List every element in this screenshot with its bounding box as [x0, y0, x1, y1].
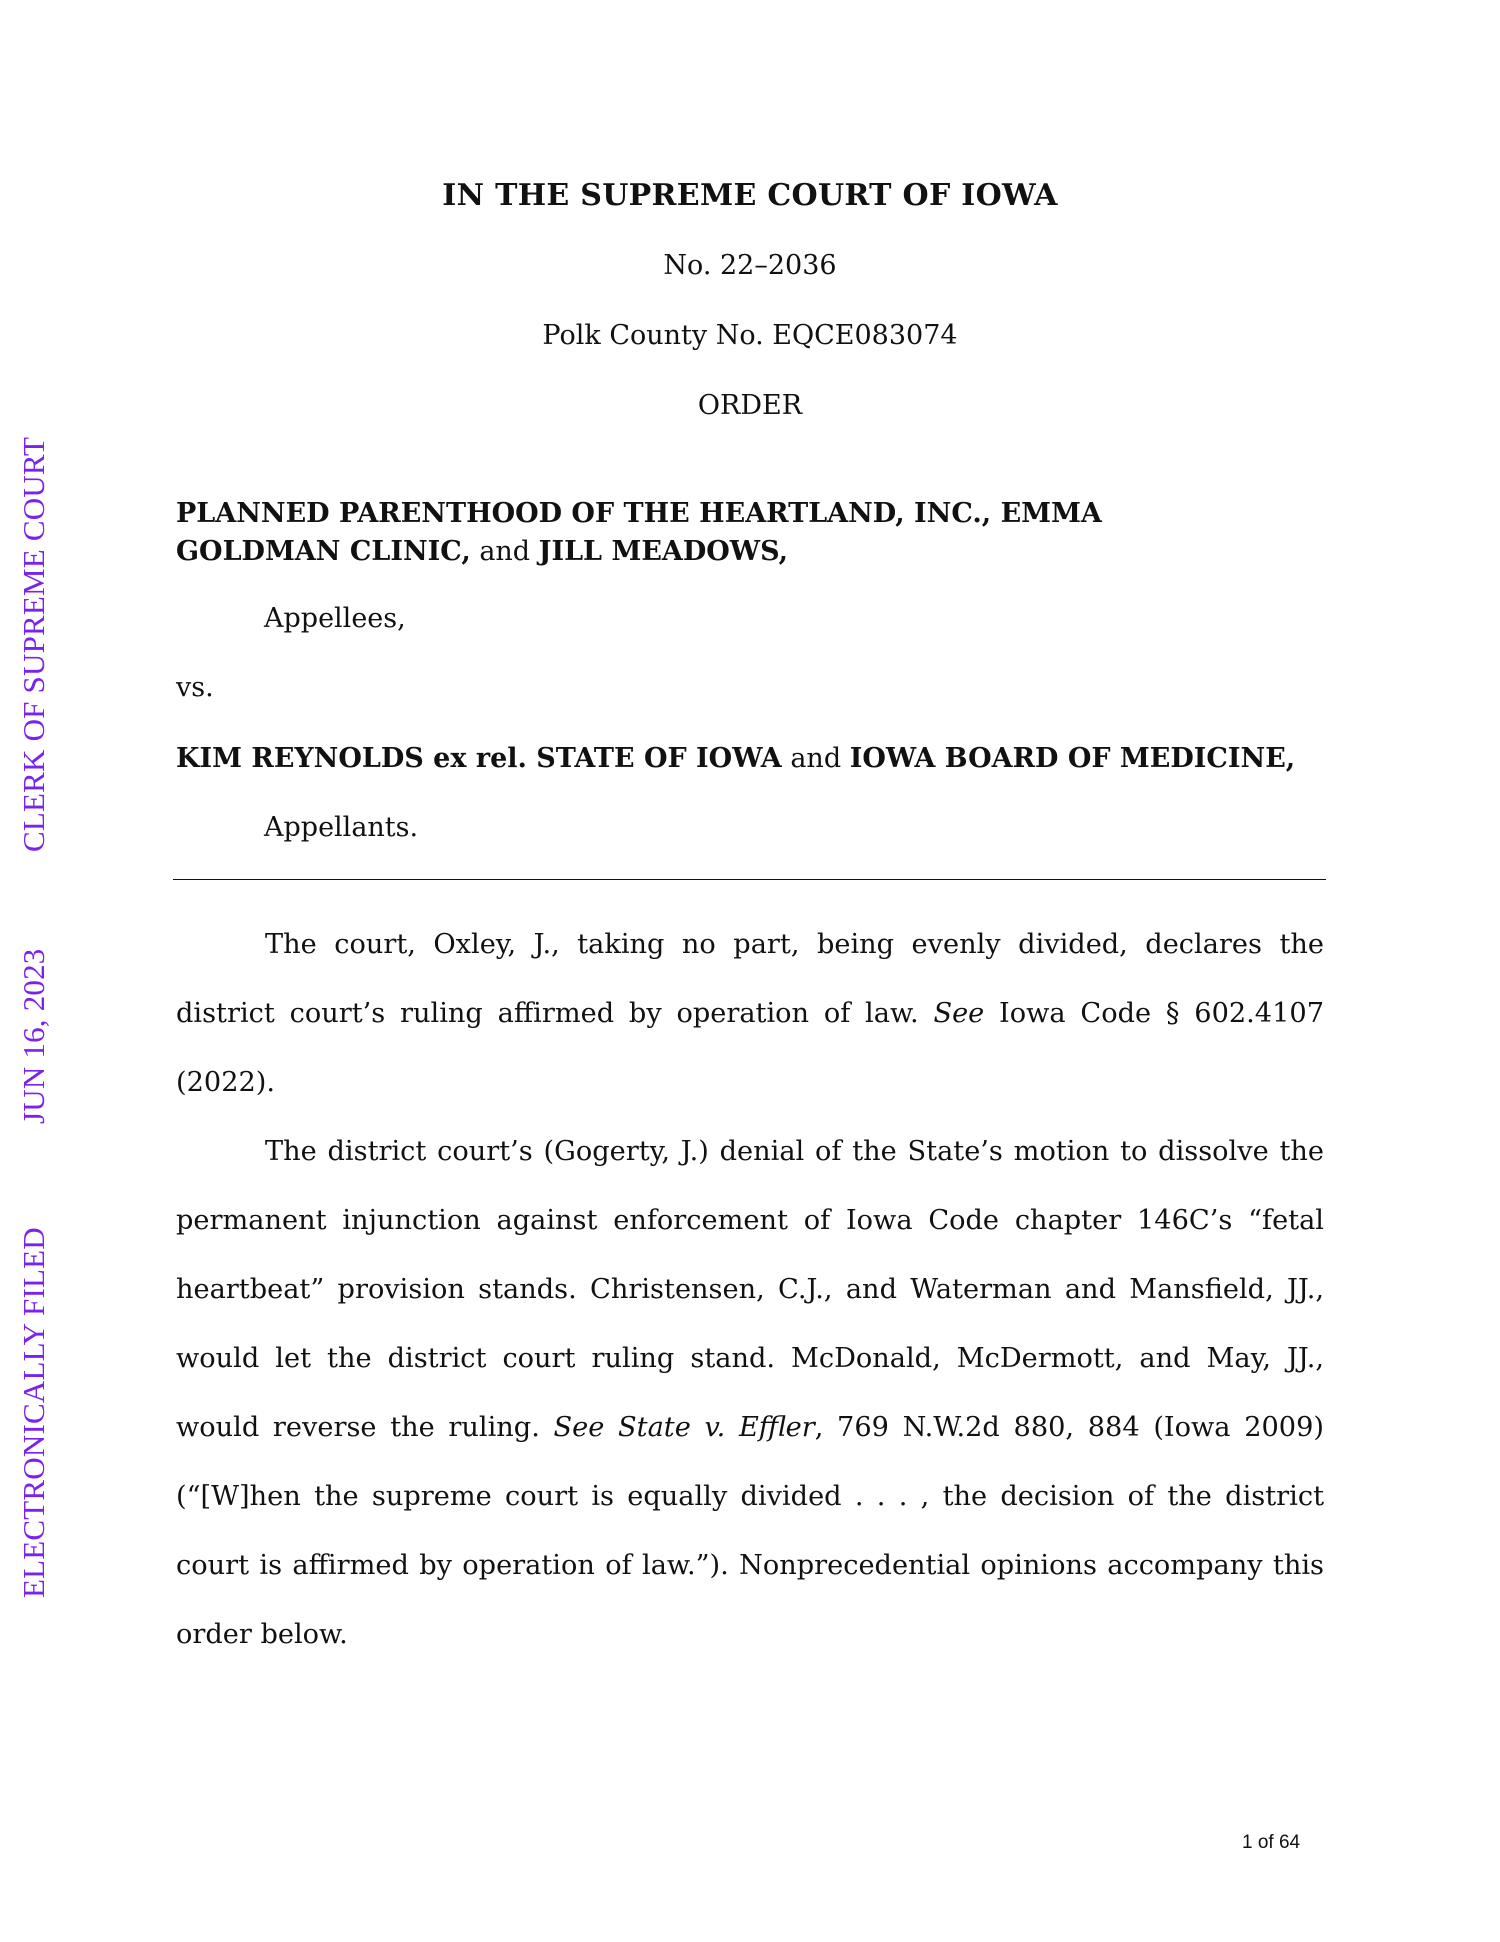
case-citation: See State v. Effler [553, 1412, 815, 1443]
caption-divider [173, 879, 1326, 880]
county-docket-number: Polk County No. EQCE083074 [542, 320, 958, 351]
appellee-party-3: JILL MEADOWS, [538, 536, 789, 567]
docket-number: No. 22–2036 [663, 250, 837, 281]
paragraph-text: Iowa Code § 602.4107 (2022). [176, 998, 1333, 1098]
filing-stamp [0, 0, 70, 1942]
appellants-label: Appellants. [264, 812, 419, 843]
appellant-party-2: IOWA BOARD OF MEDICINE, [849, 743, 1296, 774]
versus-label: vs. [176, 672, 214, 703]
court-title: IN THE SUPREME COURT OF IOWA [442, 178, 1058, 213]
conjunction: and [470, 536, 539, 567]
page-indicator: 1 of 64 [1242, 1832, 1301, 1853]
document-type: ORDER [697, 390, 803, 421]
appellees-label: Appellees, [264, 603, 406, 634]
appellant-parties [176, 743, 1326, 774]
order-body [176, 910, 1333, 1669]
stamp-electronically-filed: ELECTRONICALLY FILED [16, 1227, 51, 1598]
paragraph-2 [176, 1117, 1333, 1669]
signal-see: See [933, 998, 985, 1029]
conjunction: and [781, 743, 850, 774]
stamp-filing-date: JUN 16, 2023 [16, 948, 51, 1124]
paragraph-text: The court, Oxley, J., taking no part, being evenly divided, declares the district court’s ruling affirmed by operation of law. [176, 929, 1333, 1029]
appellant-party-1: KIM REYNOLDS ex rel. STATE OF IOWA [176, 743, 782, 774]
paragraph-1 [176, 910, 1333, 1117]
appellee-parties [176, 495, 1326, 571]
appellee-party-1: PLANNED PARENTHOOD OF THE HEARTLAND, INC., EMMA [176, 498, 1102, 529]
stamp-clerk: CLERK OF SUPREME COURT [16, 436, 51, 852]
appellee-party-2: GOLDMAN CLINIC, [176, 536, 471, 567]
paragraph-text: , 769 N.W.2d 880, 884 (Iowa 2009) (“[W]hen the supreme court is equally divided . . . , the decision of the district court is affirmed by operation of law.”). Nonprecedential opinions accompany this order below. [176, 1412, 1333, 1650]
paragraph-text: The district court’s (Gogerty, J.) denial of the State’s motion to dissolve the permanent injunction against enforcement of Iowa Code chapter 146C’s “fetal heartbeat” provision stands. Christensen, C.J., and Waterman and Mansfield, JJ., would let the district court ruling stand. McDonald, McDermott, and May, JJ., would reverse the ruling. [176, 1136, 1333, 1443]
